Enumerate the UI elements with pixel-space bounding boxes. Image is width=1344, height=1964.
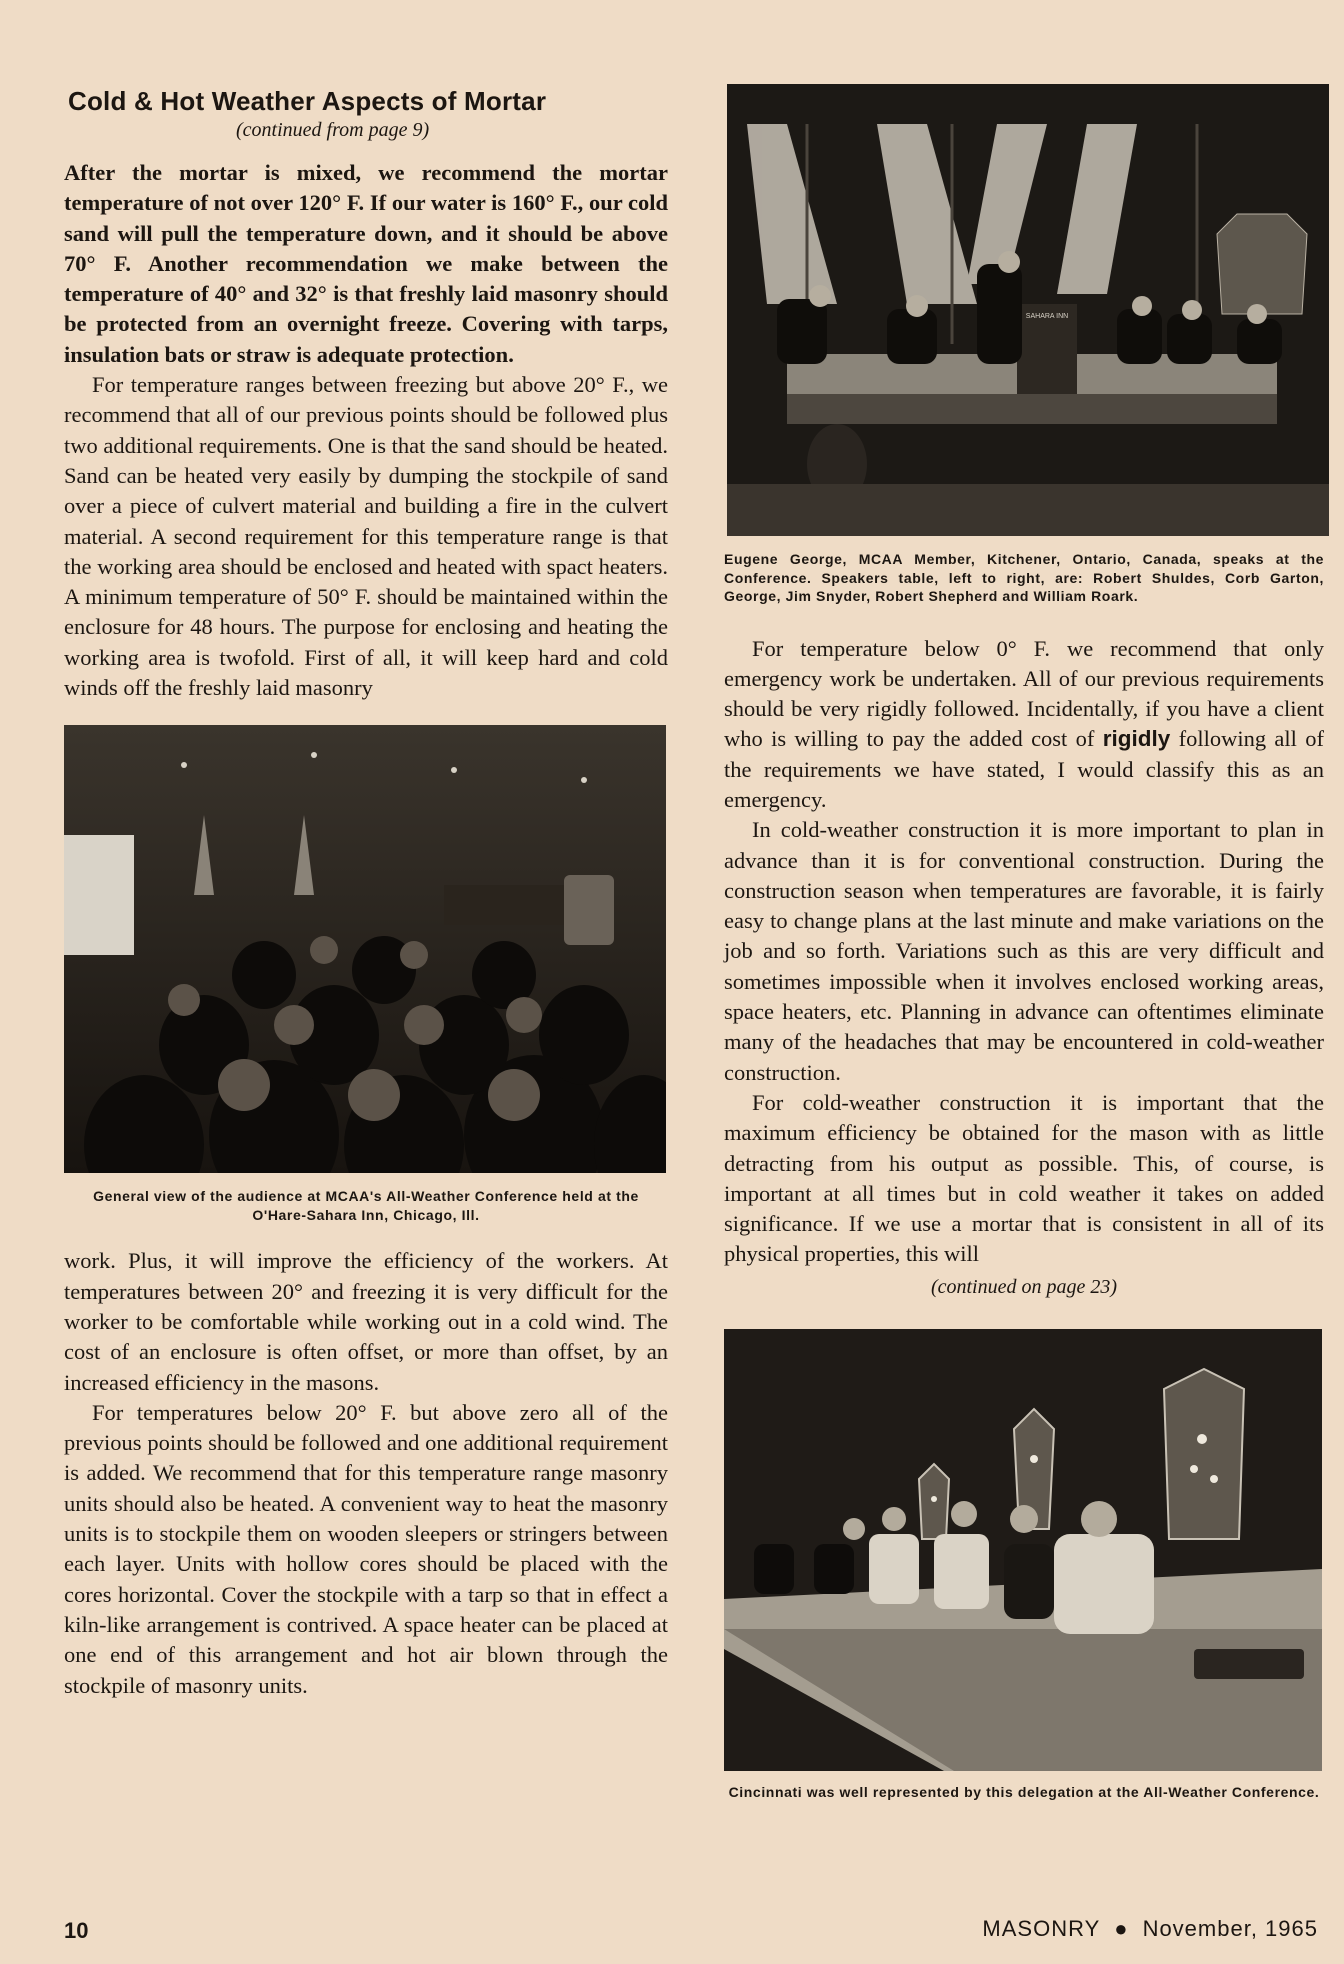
- right-column: [724, 84, 1324, 1801]
- continued-from-note: (continued from page 9): [236, 119, 430, 141]
- magazine-name: MASONRY: [982, 1916, 1101, 1941]
- speakers-photo-caption: Eugene George, MCAA Member, Kitchener, Ontario, Canada, speaks at the Conference. Speakers table, left to right, are: Robert Shuldes, Corb Garton, George, Jim Snyder, Robert Shepherd and William Roark.: [724, 551, 1324, 604]
- podium-sign: SAHARA INN: [1025, 313, 1069, 320]
- issue-date: November, 1965: [1142, 1916, 1318, 1941]
- paragraph-planning: In cold-weather construction it is more important to plan in advance than it is for conventional construction. During the construction season when temperatures are favorable, it is fairly easy to change plans at the last minute and make variations on the job and so forth. Variations such as this are very difficult and sometimes impossible when it involves enclosed working areas, space heaters, etc. Planning in advance can oftentimes eliminate many of the headaches that may be encountered in cold-weather construction.: [724, 817, 1324, 1085]
- article-title: Cold & Hot Weather Aspects of Mortar: [68, 86, 547, 116]
- footer-bullet: ●: [1114, 1916, 1129, 1941]
- speakers-photo-illustration: [727, 84, 1329, 536]
- audience-photo: [64, 725, 666, 1173]
- paragraph-below-zero-pre: For temperature below 0° F. we recommend that only emergency work be undertaken. All of our previous requirements should be very rigidly followed. Incidentally, if you have a client who is willing to pay the added cost of: [724, 635, 1324, 752]
- speakers-photo: [727, 84, 1329, 536]
- magazine-footer: [982, 1916, 1318, 1942]
- delegation-photo-illustration: [724, 1329, 1322, 1771]
- delegation-photo: [724, 1329, 1322, 1771]
- audience-photo-caption: General view of the audience at MCAA's All-Weather Conference held at the O'Hare-Sahara Inn, Chicago, Ill.: [93, 1188, 639, 1223]
- paragraph-freezing-range: For temperature ranges between freezing but above 20° F., we recommend that all of our previous points should be followed plus two additional requirements. One is that the sand should be heated. Sand can be heated very easily by dumping the stockpile of sand over a piece of culvert material and building a fire in the culvert material. A second requirement for this temperature range is that the working area should be enclosed and heated with spact heaters. A minimum temperature of 50° F. should be maintained within the enclosure for 48 hours. The purpose for enclosing and heating the working area is twofold. First of all, it will keep hard and cold winds off the freshly laid masonry: [64, 372, 668, 701]
- paragraph-freezing-range-continued: work. Plus, it will improve the efficiency of the workers. At temperatures between 20° and freezing it is very difficult for the worker to be comfortable while working out in a cold wind. The cost of an enclosure is often offset, or more than offset, by an increased efficiency in the masons.: [64, 1248, 668, 1395]
- lead-paragraph: After the mortar is mixed, we recommend the mortar temperature of not over 120° F. If our water is 160° F., our cold sand will pull the temperature down, and it should be above 70° F. Another recommendation we make between the temperature of 40° and 32° is that freshly laid masonry should be protected from an overnight freeze. Covering with tarps, insulation bats or straw is adequate protection.: [64, 160, 668, 367]
- continued-on-note: (continued on page 23): [930, 1275, 1118, 1298]
- emphasis-rigidly: rigidly: [1102, 726, 1171, 752]
- paragraph-below-zero: [724, 634, 1324, 816]
- paragraph-below-zero-post: following all of the requirements we have stated, I would classify this as an emergency.: [724, 726, 1324, 812]
- delegation-photo-caption: Cincinnati was well represented by this delegation at the All-Weather Conference.: [728, 1783, 1320, 1800]
- paragraph-below-twenty: For temperatures below 20° F. but above zero all of the previous points should be followed and one additional requirement is added. We recommend that for this temperature range masonry units should also be heated. A convenient way to heat the masonry units is to stockpile them on wooden sleepers or stringers between each layer. Units with hollow cores should be placed with the cores horizontal. Cover the stockpile with a tarp so that in effect a kiln-like arrangement is contrived. A space heater can be placed at one end of this arrangement and hot air blown through the stockpile of masonry units.: [64, 1399, 668, 1698]
- page-number: 10: [64, 1918, 89, 1943]
- paragraph-efficiency: For cold-weather construction it is important that the maximum efficiency be obtained for the mason with as little detracting from his output as possible. This, of course, is important at all times but in cold weather it takes on added significance. If we use a mortar that is consistent in all of its physical properties, this will: [724, 1089, 1324, 1267]
- left-column: [64, 84, 668, 1701]
- audience-photo-illustration: [64, 725, 666, 1173]
